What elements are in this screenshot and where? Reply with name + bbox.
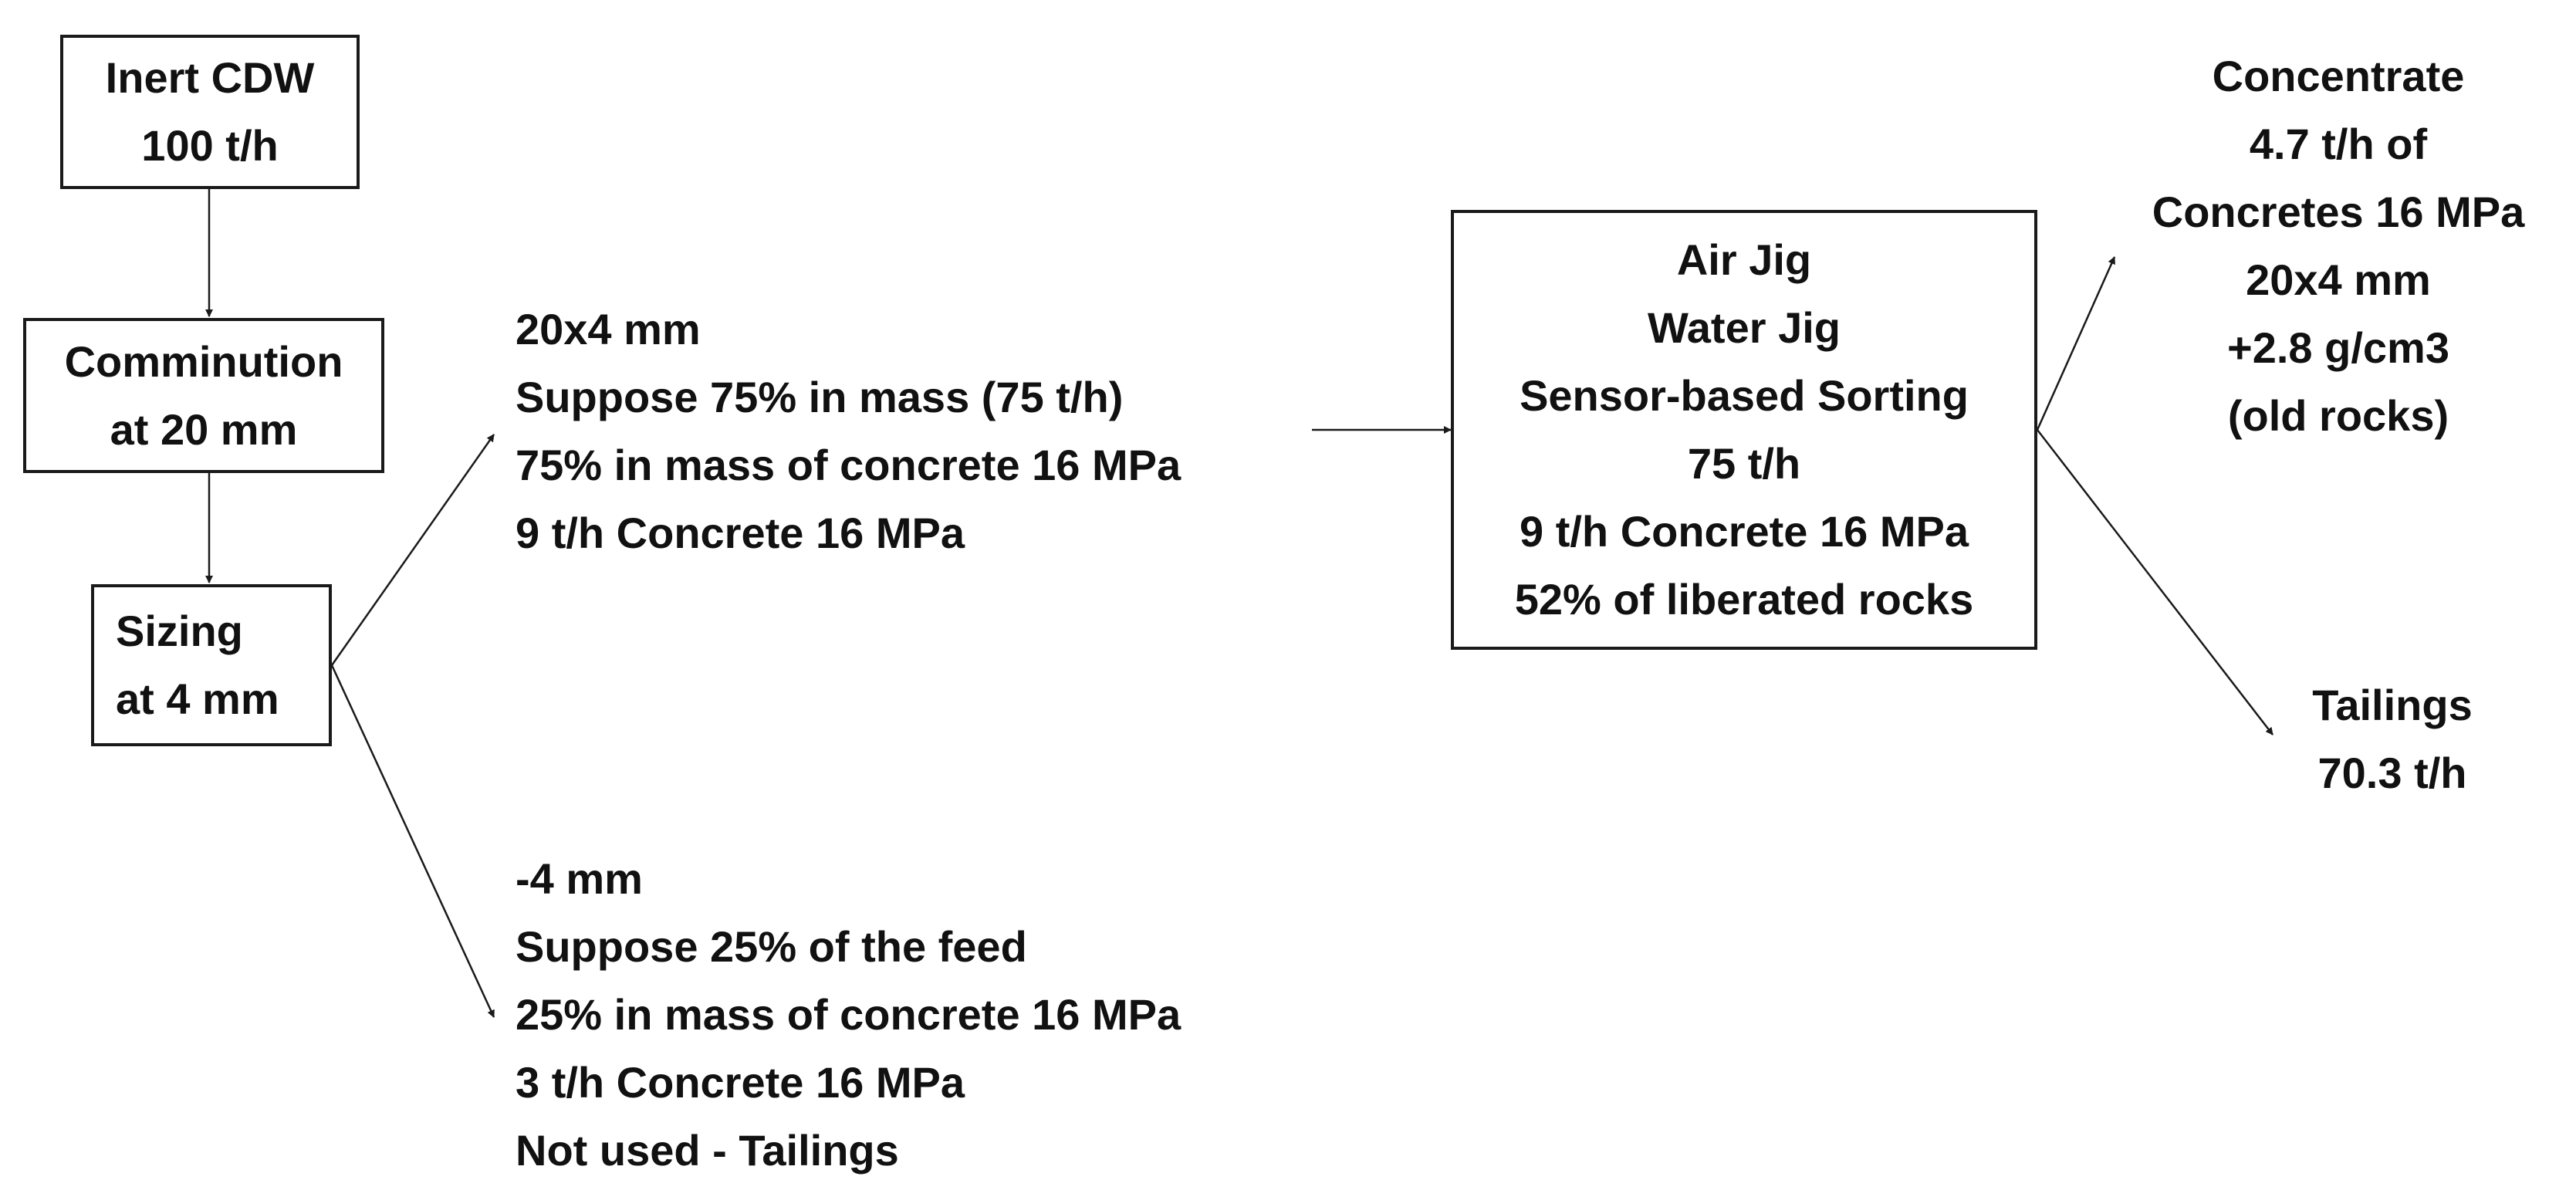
separation-air-jig: Air Jig xyxy=(1676,235,1812,284)
arrow-separation-to-concentrate xyxy=(2037,257,2115,430)
comminution-size: at 20 mm xyxy=(110,404,298,454)
fine-fraction-concrete-rate: 3 t/h Concrete 16 MPa xyxy=(516,1058,965,1107)
sizing-size: at 4 mm xyxy=(116,674,279,723)
concentrate-title: Concentrate xyxy=(2212,52,2465,100)
fine-fraction-size: -4 mm xyxy=(516,854,643,903)
fine-fraction-concrete-share: 25% in mass of concrete 16 MPa xyxy=(516,990,1182,1039)
separation-rate: 75 t/h xyxy=(1687,439,1801,488)
inert-cdw-title: Inert CDW xyxy=(105,53,315,102)
concentrate-density: +2.8 g/cm3 xyxy=(2227,323,2449,372)
sizing-title: Sizing xyxy=(116,607,243,655)
concentrate-material: Concretes 16 MPa xyxy=(2152,188,2525,236)
concentrate-note: (old rocks) xyxy=(2227,391,2449,440)
coarse-fraction-concrete-rate: 9 t/h Concrete 16 MPa xyxy=(516,509,965,557)
comminution-box xyxy=(23,318,384,473)
fine-fraction-label xyxy=(516,845,1181,1185)
separation-liberated-rocks: 52% of liberated rocks xyxy=(1514,575,1974,624)
concentrate-size: 20x4 mm xyxy=(2246,255,2431,304)
tailings-label xyxy=(2238,671,2547,807)
coarse-fraction-size: 20x4 mm xyxy=(516,305,701,353)
separation-concrete-rate: 9 t/h Concrete 16 MPa xyxy=(1520,507,1969,556)
tailings-rate: 70.3 t/h xyxy=(2317,749,2467,797)
separation-sensor-sorting: Sensor-based Sorting xyxy=(1520,371,1969,420)
concentrate-rate: 4.7 t/h of xyxy=(2249,120,2428,168)
inert-cdw-box xyxy=(60,35,360,189)
concentrate-label xyxy=(2115,42,2562,450)
fine-fraction-destination: Not used - Tailings xyxy=(516,1126,899,1175)
separation-water-jig: Water Jig xyxy=(1648,303,1841,352)
coarse-fraction-mass: Suppose 75% in mass (75 t/h) xyxy=(516,373,1124,421)
sizing-box xyxy=(91,584,332,746)
arrow-sizing-to-fine xyxy=(332,665,494,1017)
tailings-title: Tailings xyxy=(2312,681,2473,729)
fine-fraction-mass: Suppose 25% of the feed xyxy=(516,922,1027,971)
coarse-fraction-label xyxy=(516,296,1181,567)
comminution-title: Comminution xyxy=(64,336,343,386)
coarse-fraction-concrete-share: 75% in mass of concrete 16 MPa xyxy=(516,441,1182,489)
inert-cdw-rate: 100 t/h xyxy=(141,121,279,170)
separation-box xyxy=(1451,210,2037,650)
